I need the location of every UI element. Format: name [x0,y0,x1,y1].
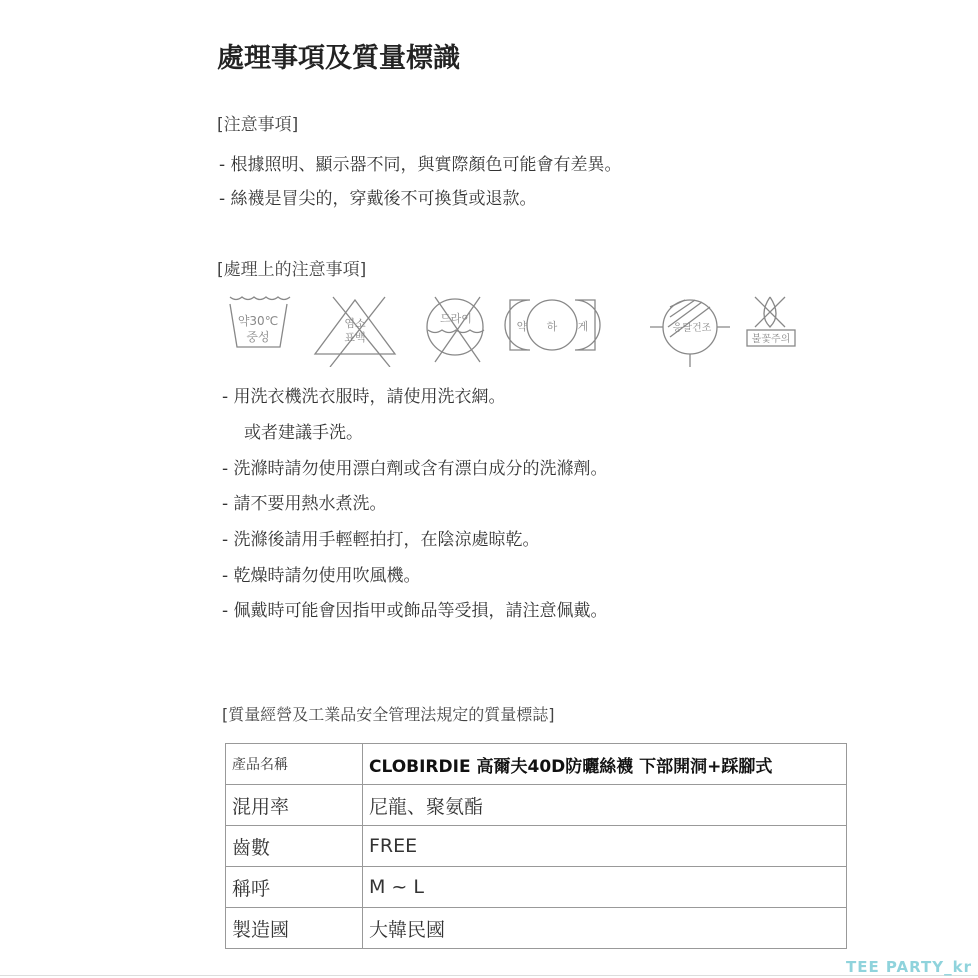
svg-text:표백: 표백 [344,331,366,344]
watermark: TEE PARTY_kr [845,958,972,976]
care-item: - 洗滌後請用手輕輕拍打，在陰涼處晾乾。 [222,530,540,550]
care-item: - 用洗衣機洗衣服時，請使用洗衣網。 [222,387,506,407]
row-key: 稱呼 [226,867,363,908]
care-item: - 洗滌時請勿使用漂白劑或含有漂白成分的洗滌劑。 [222,459,608,479]
care-heading: [處理上的注意事項] [217,260,367,280]
row-value: M ~ L [363,867,847,908]
table-row [226,867,847,908]
page-title: 處理事項及質量標識 [217,43,460,74]
svg-text:약30℃: 약30℃ [237,314,279,328]
quality-heading: [質量經營及工業品安全管理法規定的質量標誌] [222,705,555,724]
care-item: - 請不要用熱水煮洗。 [222,494,387,514]
row-value: FREE [363,826,847,867]
shade-dry-icon [640,292,735,372]
table-row [226,744,847,785]
quality-table [225,743,847,949]
row-value: 尼龍、聚氨酯 [363,785,847,826]
no-bleach-icon [305,292,410,367]
svg-text:약: 약 [516,320,528,333]
row-key: 混用率 [226,785,363,826]
notice-item: - 絲襪是冒尖的，穿戴後不可換貨或退款。 [219,189,537,209]
svg-text:드라이: 드라이 [440,312,472,325]
row-key: 產品名稱 [226,744,363,785]
care-item: - 乾燥時請勿使用吹風機。 [222,566,421,586]
fire-caution-icon [735,292,805,367]
table-row [226,826,847,867]
svg-text:중성: 중성 [246,330,270,344]
svg-text:하: 하 [546,320,558,333]
svg-text:게: 게 [577,320,589,333]
svg-text:불꽃주의: 불꽃주의 [751,334,791,345]
row-value: CLOBIRDIE 高爾夫40D防曬絲襪 下部開洞+踩腳式 [363,744,847,785]
svg-text:응달건조: 응달건조 [672,323,712,334]
notice-heading: [注意事項] [217,115,299,135]
wash-30-icon [225,292,305,362]
care-icons [225,292,805,372]
table-row [226,785,847,826]
svg-text:염소: 염소 [344,317,366,330]
gentle-wash-icon [500,292,640,367]
row-key: 齒數 [226,826,363,867]
table-row [226,908,847,949]
divider [0,975,978,976]
row-value: 大韓民國 [363,908,847,949]
care-item: 或者建議手洗。 [244,423,363,443]
care-item: - 佩戴時可能會因指甲或飾品等受損，請注意佩戴。 [222,601,608,621]
no-dry-clean-icon [410,292,500,367]
row-key: 製造國 [226,908,363,949]
notice-item: - 根據照明、顯示器不同，與實際顏色可能會有差異。 [219,155,622,175]
